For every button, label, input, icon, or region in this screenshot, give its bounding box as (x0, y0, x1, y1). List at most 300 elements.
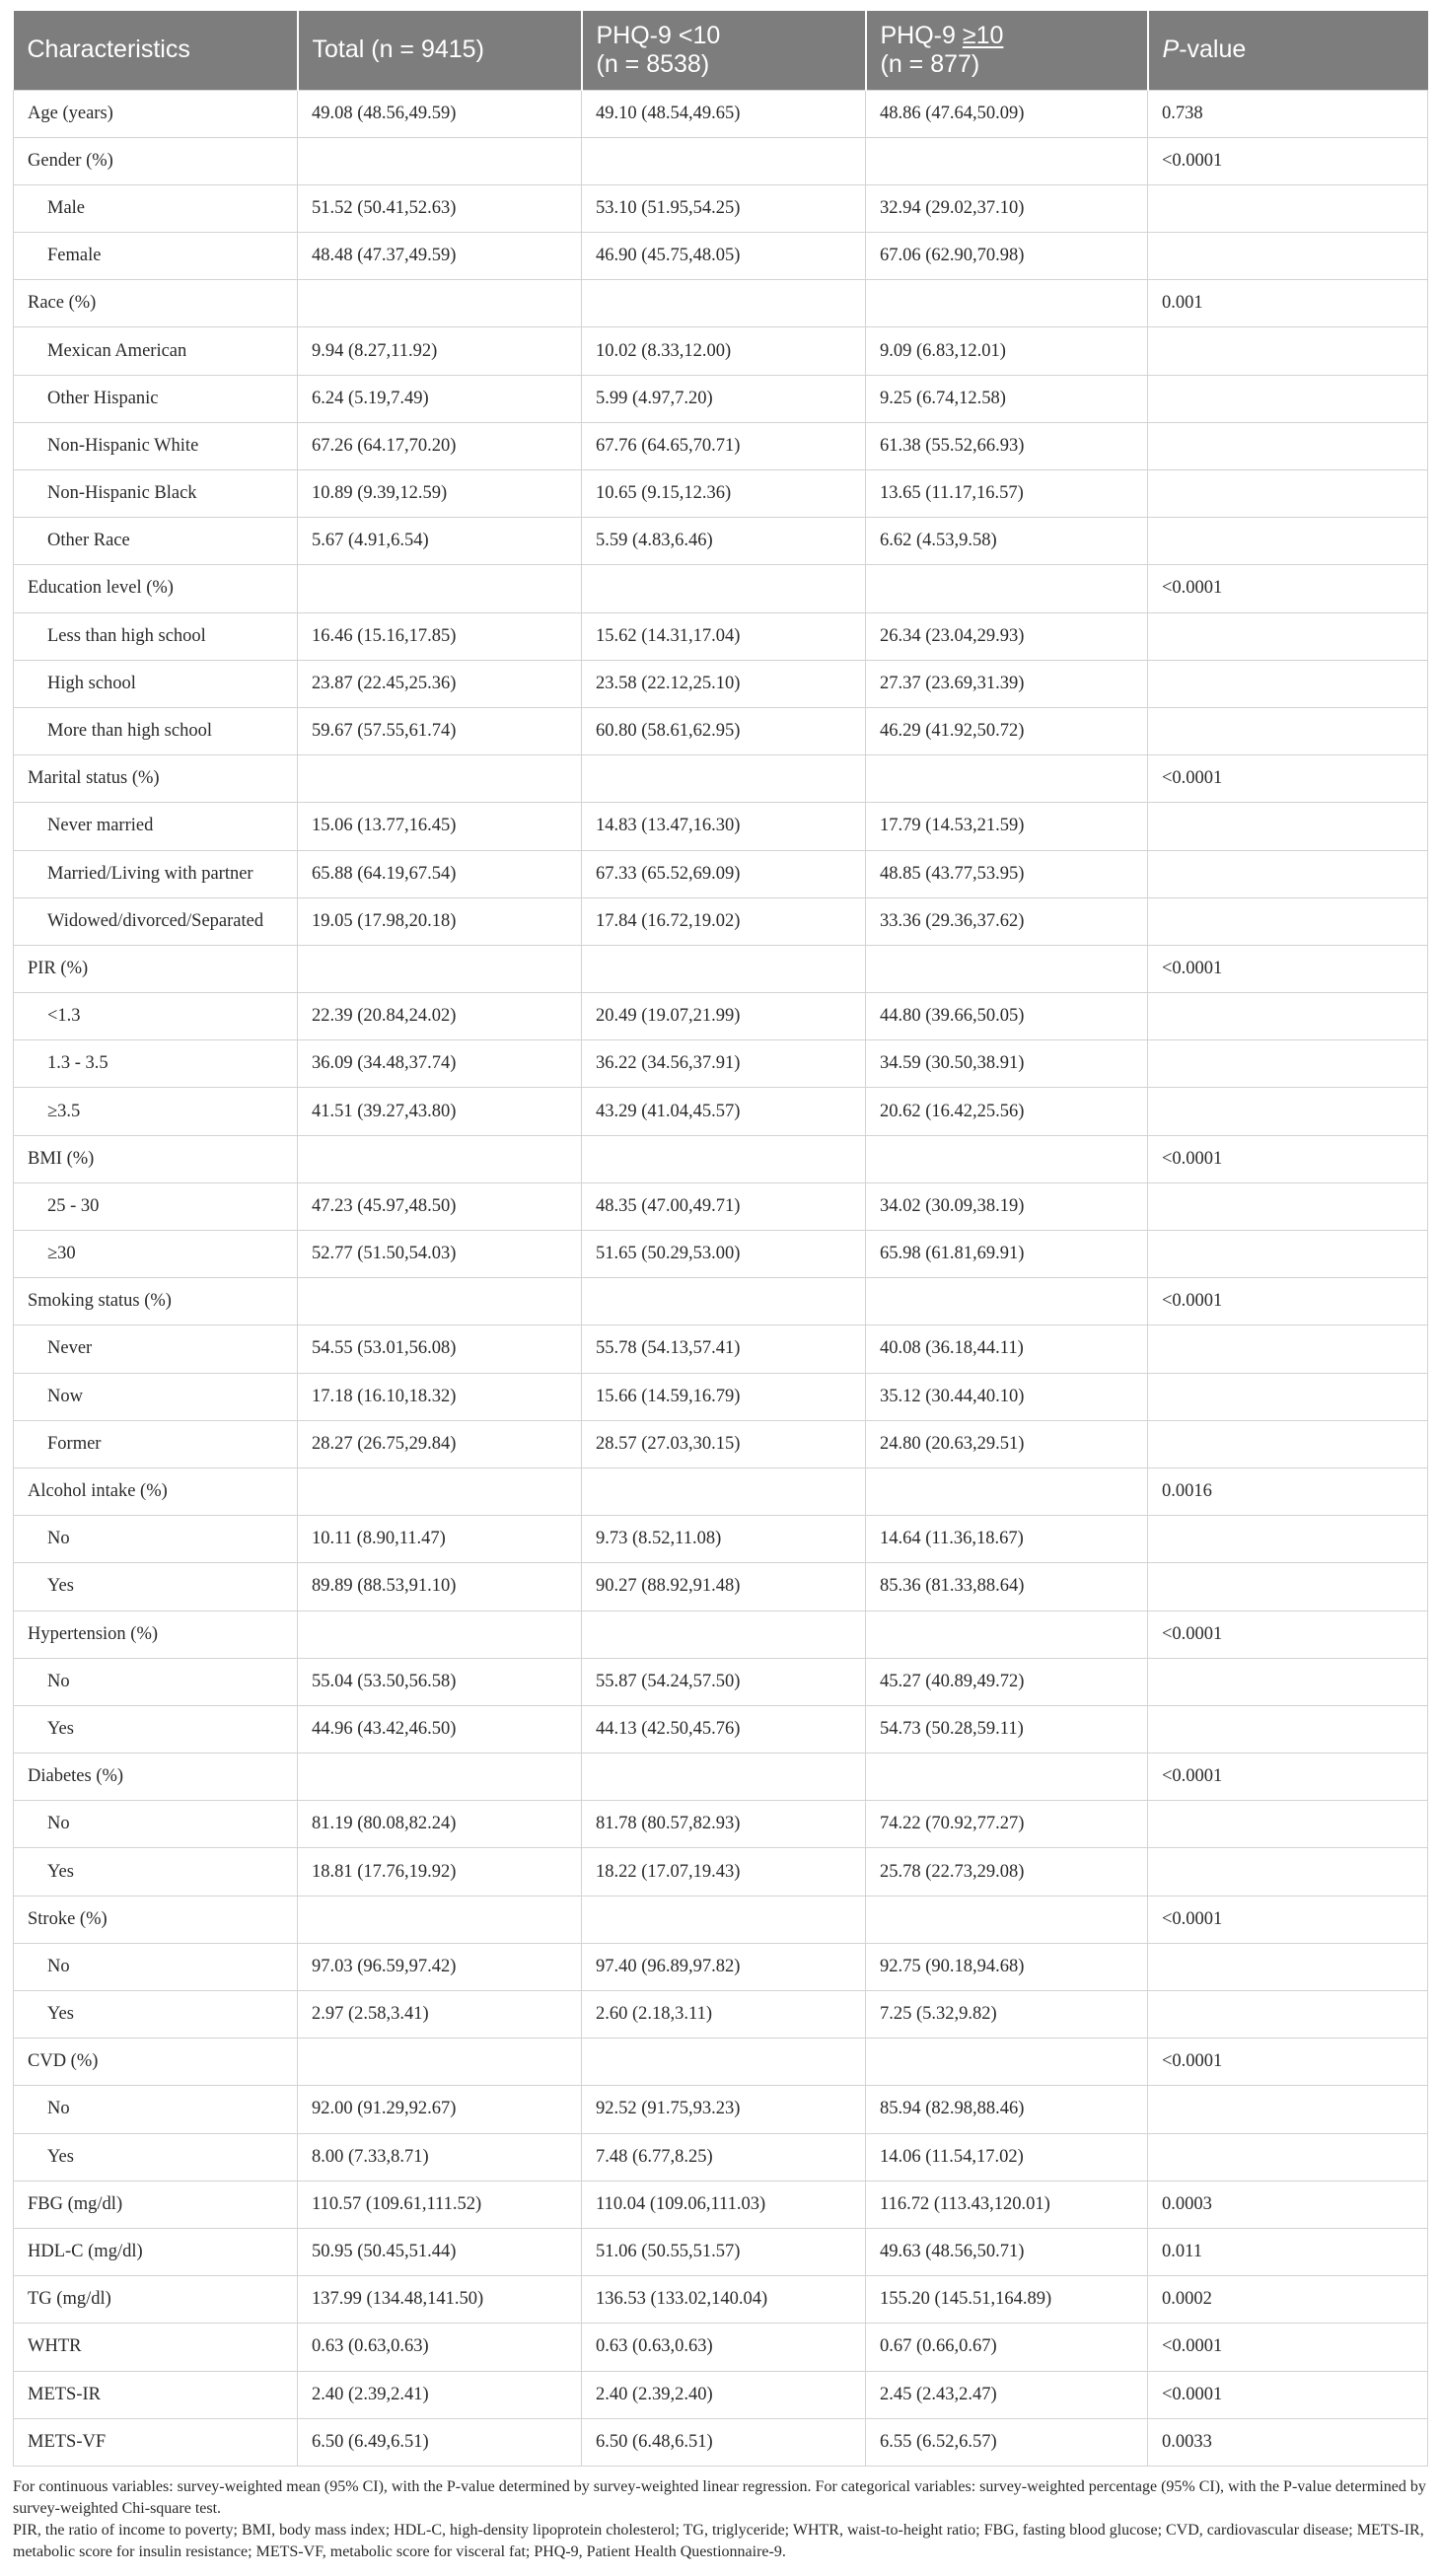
total-value: 23.87 (22.45,25.36) (298, 660, 582, 707)
row-label: ≥30 (14, 1231, 298, 1278)
phq9-low-value: 36.22 (34.56,37.91) (582, 1040, 866, 1088)
phq9-low-value: 10.02 (8.33,12.00) (582, 327, 866, 375)
row-label: Other Hispanic (14, 375, 298, 422)
table-row (14, 90, 1428, 137)
characteristics-table (13, 11, 1428, 2467)
phq9-low-value (582, 2039, 866, 2086)
p-value (1148, 1373, 1428, 1420)
phq9-high-value (866, 1753, 1148, 1801)
phq9-high-value: 34.02 (30.09,38.19) (866, 1182, 1148, 1230)
total-value: 48.48 (47.37,49.59) (298, 233, 582, 280)
total-value: 65.88 (64.19,67.54) (298, 850, 582, 897)
row-label: Diabetes (%) (14, 1753, 298, 1801)
row-label: Hypertension (%) (14, 1610, 298, 1658)
p-value: <0.0001 (1148, 1135, 1428, 1182)
row-label: PIR (%) (14, 945, 298, 992)
table-row (14, 280, 1428, 327)
phq9-high-value (866, 565, 1148, 612)
p-value (1148, 2086, 1428, 2133)
p-value (1148, 184, 1428, 232)
p-value: <0.0001 (1148, 2039, 1428, 2086)
p-value: 0.011 (1148, 2228, 1428, 2275)
header-p-value: P-value (1148, 11, 1428, 90)
row-label: Education level (%) (14, 565, 298, 612)
row-label: Yes (14, 1991, 298, 2039)
footnote-methods: For continuous variables: survey-weighted mean (95% CI), with the P-value determined by survey-weighted linear regression. For categorical variables: survey-weighted percentage (95% CI), with the P-value determined by survey-weighted Chi-square test. (13, 2477, 1426, 2517)
p-value: 0.738 (1148, 90, 1428, 137)
phq9-high-value: 85.36 (81.33,88.64) (866, 1563, 1148, 1610)
phq9-low-value: 44.13 (42.50,45.76) (582, 1705, 866, 1753)
row-label: Age (years) (14, 90, 298, 137)
row-label: Yes (14, 2133, 298, 2181)
phq9-low-value (582, 565, 866, 612)
phq9-low-value: 9.73 (8.52,11.08) (582, 1516, 866, 1563)
row-label: BMI (%) (14, 1135, 298, 1182)
p-value (1148, 1040, 1428, 1088)
row-label: CVD (%) (14, 2039, 298, 2086)
total-value (298, 1278, 582, 1325)
footnote-abbreviations: PIR, the ratio of income to poverty; BMI, body mass index; HDL-C, high-density lipoprotein cholesterol; TG, triglyceride; WHTR, waist-to-height ratio; FBG, fasting blood glucose; CVD, cardiovascular disease; METS-IR, metabolic score for insulin resistance; METS-VF, metabolic score for visceral fat; PHQ-9, Patient Health Questionnaire-9. (13, 2521, 1424, 2560)
phq9-low-value (582, 280, 866, 327)
total-value: 18.81 (17.76,19.92) (298, 1848, 582, 1896)
row-label: FBG (mg/dl) (14, 2181, 298, 2228)
phq9-high-value: 45.27 (40.89,49.72) (866, 1658, 1148, 1705)
table-row (14, 1373, 1428, 1420)
p-value: 0.0016 (1148, 1467, 1428, 1515)
phq9-high-value (866, 1896, 1148, 1943)
phq9-low-value: 136.53 (133.02,140.04) (582, 2276, 866, 2324)
table-row (14, 2086, 1428, 2133)
p-value: <0.0001 (1148, 755, 1428, 803)
phq9-high-value: 26.34 (23.04,29.93) (866, 612, 1148, 660)
total-value (298, 137, 582, 184)
phq9-low-value: 67.76 (64.65,70.71) (582, 422, 866, 469)
phq9-low-value (582, 1135, 866, 1182)
phq9-low-value (582, 1278, 866, 1325)
phq9-high-value: 14.64 (11.36,18.67) (866, 1516, 1148, 1563)
p-value (1148, 707, 1428, 754)
phq9-low-value: 28.57 (27.03,30.15) (582, 1420, 866, 1467)
total-value: 52.77 (51.50,54.03) (298, 1231, 582, 1278)
row-label: Yes (14, 1848, 298, 1896)
p-value (1148, 2133, 1428, 2181)
table-row (14, 2276, 1428, 2324)
phq9-low-value: 81.78 (80.57,82.93) (582, 1801, 866, 1848)
row-label: Less than high school (14, 612, 298, 660)
p-value (1148, 233, 1428, 280)
phq9-low-value (582, 1753, 866, 1801)
total-value: 2.40 (2.39,2.41) (298, 2371, 582, 2418)
table-row (14, 1991, 1428, 2039)
phq9-high-value (866, 280, 1148, 327)
total-value: 59.67 (57.55,61.74) (298, 707, 582, 754)
total-value (298, 1135, 582, 1182)
phq9-low-value: 48.35 (47.00,49.71) (582, 1182, 866, 1230)
total-value: 6.50 (6.49,6.51) (298, 2418, 582, 2466)
phq9-high-value (866, 1467, 1148, 1515)
table-row (14, 2228, 1428, 2275)
row-label: METS-VF (14, 2418, 298, 2466)
p-value (1148, 422, 1428, 469)
row-label: No (14, 2086, 298, 2133)
total-value (298, 1467, 582, 1515)
total-value: 36.09 (34.48,37.74) (298, 1040, 582, 1088)
table-row (14, 1135, 1428, 1182)
phq9-low-value: 90.27 (88.92,91.48) (582, 1563, 866, 1610)
phq9-high-value: 25.78 (22.73,29.08) (866, 1848, 1148, 1896)
total-value: 16.46 (15.16,17.85) (298, 612, 582, 660)
phq9-low-value: 15.66 (14.59,16.79) (582, 1373, 866, 1420)
table-row (14, 1516, 1428, 1563)
phq9-low-value (582, 1467, 866, 1515)
p-value (1148, 612, 1428, 660)
row-label: No (14, 1801, 298, 1848)
table-row (14, 1563, 1428, 1610)
row-label: Mexican American (14, 327, 298, 375)
row-label: Gender (%) (14, 137, 298, 184)
phq9-low-value: 23.58 (22.12,25.10) (582, 660, 866, 707)
table-row (14, 1467, 1428, 1515)
table-row (14, 1182, 1428, 1230)
phq9-low-value: 67.33 (65.52,69.09) (582, 850, 866, 897)
table-row (14, 2039, 1428, 2086)
phq9-high-value: 92.75 (90.18,94.68) (866, 1943, 1148, 1990)
phq9-high-value: 155.20 (145.51,164.89) (866, 2276, 1148, 2324)
p-value (1148, 850, 1428, 897)
table-row (14, 1610, 1428, 1658)
phq9-high-value: 6.62 (4.53,9.58) (866, 518, 1148, 565)
phq9-high-value: 44.80 (39.66,50.05) (866, 993, 1148, 1040)
table-row (14, 1801, 1428, 1848)
p-value (1148, 470, 1428, 518)
table-row (14, 1753, 1428, 1801)
total-value: 81.19 (80.08,82.24) (298, 1801, 582, 1848)
total-value (298, 2039, 582, 2086)
table-row (14, 2371, 1428, 2418)
table-row (14, 470, 1428, 518)
phq9-high-value: 9.09 (6.83,12.01) (866, 327, 1148, 375)
phq9-high-value: 24.80 (20.63,29.51) (866, 1420, 1148, 1467)
table-row (14, 1325, 1428, 1373)
p-value: <0.0001 (1148, 565, 1428, 612)
table-row (14, 375, 1428, 422)
table-row (14, 1705, 1428, 1753)
total-value: 49.08 (48.56,49.59) (298, 90, 582, 137)
phq9-low-value: 5.59 (4.83,6.46) (582, 518, 866, 565)
total-value: 54.55 (53.01,56.08) (298, 1325, 582, 1373)
phq9-high-value (866, 2039, 1148, 2086)
p-value (1148, 327, 1428, 375)
phq9-high-value: 14.06 (11.54,17.02) (866, 2133, 1148, 2181)
total-value: 15.06 (13.77,16.45) (298, 803, 582, 850)
row-label: No (14, 1516, 298, 1563)
phq9-low-value: 51.65 (50.29,53.00) (582, 1231, 866, 1278)
row-label: Stroke (%) (14, 1896, 298, 1943)
total-value: 92.00 (91.29,92.67) (298, 2086, 582, 2133)
total-value (298, 280, 582, 327)
table-row (14, 422, 1428, 469)
header-phq9-low: PHQ-9 <10 (n = 8538) (582, 11, 866, 90)
phq9-high-value: 20.62 (16.42,25.56) (866, 1088, 1148, 1135)
table-row (14, 1943, 1428, 1990)
total-value: 6.24 (5.19,7.49) (298, 375, 582, 422)
phq9-low-value: 97.40 (96.89,97.82) (582, 1943, 866, 1990)
phq9-high-value: 48.85 (43.77,53.95) (866, 850, 1148, 897)
total-value: 9.94 (8.27,11.92) (298, 327, 582, 375)
total-value: 67.26 (64.17,70.20) (298, 422, 582, 469)
p-value (1148, 1088, 1428, 1135)
total-value: 110.57 (109.61,111.52) (298, 2181, 582, 2228)
phq9-high-value: 33.36 (29.36,37.62) (866, 897, 1148, 945)
total-value (298, 1753, 582, 1801)
row-label: Female (14, 233, 298, 280)
row-label: Never (14, 1325, 298, 1373)
total-value: 17.18 (16.10,18.32) (298, 1373, 582, 1420)
total-value: 0.63 (0.63,0.63) (298, 2324, 582, 2371)
row-label: Non-Hispanic Black (14, 470, 298, 518)
phq9-low-value: 10.65 (9.15,12.36) (582, 470, 866, 518)
row-label: HDL-C (mg/dl) (14, 2228, 298, 2275)
phq9-high-value: 32.94 (29.02,37.10) (866, 184, 1148, 232)
row-label: No (14, 1658, 298, 1705)
phq9-high-value: 17.79 (14.53,21.59) (866, 803, 1148, 850)
p-value: <0.0001 (1148, 1610, 1428, 1658)
p-value: 0.0033 (1148, 2418, 1428, 2466)
total-value (298, 565, 582, 612)
row-label: Alcohol intake (%) (14, 1467, 298, 1515)
table-row (14, 2181, 1428, 2228)
phq9-high-value: 116.72 (113.43,120.01) (866, 2181, 1148, 2228)
phq9-high-value: 34.59 (30.50,38.91) (866, 1040, 1148, 1088)
table-row (14, 945, 1428, 992)
total-value: 137.99 (134.48,141.50) (298, 2276, 582, 2324)
header-characteristics: Characteristics (14, 11, 298, 90)
phq9-low-value: 0.63 (0.63,0.63) (582, 2324, 866, 2371)
phq9-low-value: 55.78 (54.13,57.41) (582, 1325, 866, 1373)
total-value: 22.39 (20.84,24.02) (298, 993, 582, 1040)
phq9-low-value (582, 755, 866, 803)
row-label: Marital status (%) (14, 755, 298, 803)
table-row (14, 897, 1428, 945)
table-row (14, 1231, 1428, 1278)
total-value: 51.52 (50.41,52.63) (298, 184, 582, 232)
p-value: 0.0003 (1148, 2181, 1428, 2228)
phq9-high-value (866, 1610, 1148, 1658)
header-total: Total (n = 9415) (298, 11, 582, 90)
p-value: <0.0001 (1148, 137, 1428, 184)
table-row (14, 518, 1428, 565)
phq9-low-value: 5.99 (4.97,7.20) (582, 375, 866, 422)
table-row (14, 1658, 1428, 1705)
total-value: 10.11 (8.90,11.47) (298, 1516, 582, 1563)
row-label: 1.3 - 3.5 (14, 1040, 298, 1088)
p-value (1148, 1516, 1428, 1563)
row-label: WHTR (14, 2324, 298, 2371)
phq9-high-value: 67.06 (62.90,70.98) (866, 233, 1148, 280)
row-label: More than high school (14, 707, 298, 754)
row-label: Never married (14, 803, 298, 850)
phq9-high-value: 74.22 (70.92,77.27) (866, 1801, 1148, 1848)
row-label: Yes (14, 1705, 298, 1753)
table-row (14, 850, 1428, 897)
phq9-high-value (866, 755, 1148, 803)
total-value (298, 1610, 582, 1658)
phq9-high-value: 27.37 (23.69,31.39) (866, 660, 1148, 707)
phq9-low-value: 20.49 (19.07,21.99) (582, 993, 866, 1040)
p-value: <0.0001 (1148, 2324, 1428, 2371)
phq9-high-value: 35.12 (30.44,40.10) (866, 1373, 1148, 1420)
row-label: Yes (14, 1563, 298, 1610)
phq9-low-value: 14.83 (13.47,16.30) (582, 803, 866, 850)
p-value (1148, 1325, 1428, 1373)
phq9-high-value: 54.73 (50.28,59.11) (866, 1705, 1148, 1753)
row-label: TG (mg/dl) (14, 2276, 298, 2324)
table-row (14, 660, 1428, 707)
table-row (14, 1896, 1428, 1943)
p-value (1148, 660, 1428, 707)
total-value: 89.89 (88.53,91.10) (298, 1563, 582, 1610)
p-value (1148, 1563, 1428, 1610)
total-value: 10.89 (9.39,12.59) (298, 470, 582, 518)
total-value: 55.04 (53.50,56.58) (298, 1658, 582, 1705)
phq9-high-value (866, 1135, 1148, 1182)
row-label: No (14, 1943, 298, 1990)
table-row (14, 1848, 1428, 1896)
phq9-low-value: 43.29 (41.04,45.57) (582, 1088, 866, 1135)
phq9-low-value: 53.10 (51.95,54.25) (582, 184, 866, 232)
row-label: Other Race (14, 518, 298, 565)
total-value: 44.96 (43.42,46.50) (298, 1705, 582, 1753)
phq9-low-value: 60.80 (58.61,62.95) (582, 707, 866, 754)
table-row (14, 2418, 1428, 2466)
row-label: High school (14, 660, 298, 707)
p-value (1148, 1801, 1428, 1848)
total-value: 97.03 (96.59,97.42) (298, 1943, 582, 1990)
table-row (14, 612, 1428, 660)
table-row (14, 1088, 1428, 1135)
table-row (14, 2324, 1428, 2371)
phq9-high-value: 48.86 (47.64,50.09) (866, 90, 1148, 137)
p-value: 0.001 (1148, 280, 1428, 327)
total-value: 50.95 (50.45,51.44) (298, 2228, 582, 2275)
phq9-high-value (866, 137, 1148, 184)
row-label: Male (14, 184, 298, 232)
row-label: ≥3.5 (14, 1088, 298, 1135)
p-value: <0.0001 (1148, 1896, 1428, 1943)
phq9-high-value: 49.63 (48.56,50.71) (866, 2228, 1148, 2275)
phq9-low-value (582, 1610, 866, 1658)
phq9-high-value: 6.55 (6.52,6.57) (866, 2418, 1148, 2466)
total-value: 28.27 (26.75,29.84) (298, 1420, 582, 1467)
table-row (14, 327, 1428, 375)
row-label: Now (14, 1373, 298, 1420)
p-value: 0.0002 (1148, 2276, 1428, 2324)
table-row (14, 1040, 1428, 1088)
phq9-low-value (582, 137, 866, 184)
phq9-high-value: 46.29 (41.92,50.72) (866, 707, 1148, 754)
phq9-low-value: 17.84 (16.72,19.02) (582, 897, 866, 945)
phq9-low-value: 18.22 (17.07,19.43) (582, 1848, 866, 1896)
p-value (1148, 803, 1428, 850)
row-label: Former (14, 1420, 298, 1467)
p-value (1148, 375, 1428, 422)
row-label: Non-Hispanic White (14, 422, 298, 469)
p-value (1148, 1658, 1428, 1705)
table-row (14, 755, 1428, 803)
total-value (298, 755, 582, 803)
phq9-high-value: 65.98 (61.81,69.91) (866, 1231, 1148, 1278)
table-row (14, 1420, 1428, 1467)
phq9-low-value: 7.48 (6.77,8.25) (582, 2133, 866, 2181)
table-body (14, 90, 1428, 2466)
row-label: Smoking status (%) (14, 1278, 298, 1325)
table-row (14, 707, 1428, 754)
document (13, 11, 1427, 2563)
table-row (14, 1278, 1428, 1325)
total-value (298, 945, 582, 992)
p-value (1148, 1182, 1428, 1230)
phq9-high-value: 40.08 (36.18,44.11) (866, 1325, 1148, 1373)
table-row (14, 2133, 1428, 2181)
total-value: 8.00 (7.33,8.71) (298, 2133, 582, 2181)
phq9-high-value: 13.65 (11.17,16.57) (866, 470, 1148, 518)
phq9-low-value: 46.90 (45.75,48.05) (582, 233, 866, 280)
p-value (1148, 897, 1428, 945)
phq9-low-value: 92.52 (91.75,93.23) (582, 2086, 866, 2133)
p-value (1148, 1420, 1428, 1467)
table-row (14, 137, 1428, 184)
p-value (1148, 1231, 1428, 1278)
phq9-low-value: 2.40 (2.39,2.40) (582, 2371, 866, 2418)
phq9-high-value: 9.25 (6.74,12.58) (866, 375, 1148, 422)
p-value (1148, 1848, 1428, 1896)
table-row (14, 993, 1428, 1040)
table-row (14, 184, 1428, 232)
p-value (1148, 1991, 1428, 2039)
row-label: Race (%) (14, 280, 298, 327)
total-value (298, 1896, 582, 1943)
phq9-high-value: 0.67 (0.66,0.67) (866, 2324, 1148, 2371)
phq9-high-value: 2.45 (2.43,2.47) (866, 2371, 1148, 2418)
phq9-high-value (866, 945, 1148, 992)
p-value: <0.0001 (1148, 1278, 1428, 1325)
p-value (1148, 1705, 1428, 1753)
p-value: <0.0001 (1148, 1753, 1428, 1801)
phq9-high-value: 7.25 (5.32,9.82) (866, 1991, 1148, 2039)
table-row (14, 233, 1428, 280)
p-value (1148, 518, 1428, 565)
phq9-high-value: 85.94 (82.98,88.46) (866, 2086, 1148, 2133)
phq9-low-value: 110.04 (109.06,111.03) (582, 2181, 866, 2228)
phq9-low-value: 49.10 (48.54,49.65) (582, 90, 866, 137)
total-value: 2.97 (2.58,3.41) (298, 1991, 582, 2039)
row-label: Widowed/divorced/Separated (14, 897, 298, 945)
phq9-low-value (582, 1896, 866, 1943)
phq9-high-value: 61.38 (55.52,66.93) (866, 422, 1148, 469)
phq9-low-value: 2.60 (2.18,3.11) (582, 1991, 866, 2039)
header-phq9-high: PHQ-9 ≥10 (n = 877) (866, 11, 1148, 90)
phq9-low-value (582, 945, 866, 992)
phq9-low-value: 6.50 (6.48,6.51) (582, 2418, 866, 2466)
row-label: METS-IR (14, 2371, 298, 2418)
phq9-high-value (866, 1278, 1148, 1325)
table-header-row (14, 11, 1428, 90)
p-value (1148, 1943, 1428, 1990)
phq9-low-value: 55.87 (54.24,57.50) (582, 1658, 866, 1705)
phq9-low-value: 15.62 (14.31,17.04) (582, 612, 866, 660)
row-label: <1.3 (14, 993, 298, 1040)
table-row (14, 803, 1428, 850)
